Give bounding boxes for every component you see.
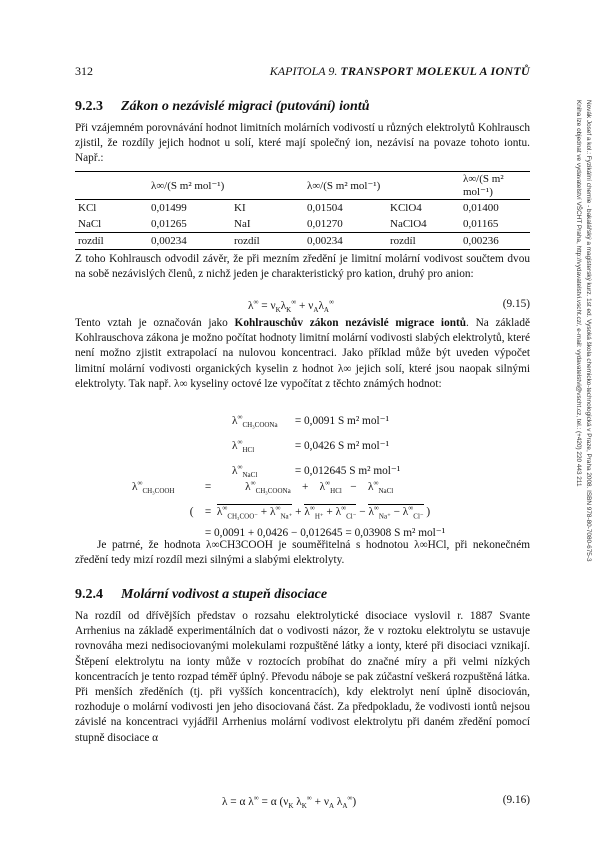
side-copyright-note bbox=[563, 100, 593, 700]
table-cell: 0,01270 bbox=[307, 218, 343, 230]
side-note-line1: Novák Josef a kol.: Fyzikální chemie - bakalářský a magisterský kurz. 1st ed. Vysoká škola chemicko-technologická v Praze, Praha 2008. ISBN 978-80-7080-675-3 bbox=[585, 100, 592, 562]
equation-9-16: λ = α λ∞ = α ($\nu_K$ $\lambda_K^\infty + \nu_A$ $\lambda_A^\infty$) bbox=[222, 794, 357, 811]
table-cell: 0,01504 bbox=[307, 202, 343, 214]
table-cell: KI bbox=[234, 202, 246, 214]
chapter-heading bbox=[270, 64, 530, 79]
side-note-line2: Kniha lze objednat ve vydavatelství VŠCHT Praha, http://vydavatelstvi.vscht.cz/, e-mail: vydavatelstvi@vscht.cz, tel.: (+420) 220 443 211 bbox=[575, 100, 582, 487]
paragraph-kohlrausch: Z toho Kohlrausch odvodil závěr, že při mezním zředění je limitní molární vodivost součtem dvou na sobě nezávislých členů, z nichž jeden je charakteristický pro kation, druhý pro anion: bbox=[75, 253, 530, 281]
known-values bbox=[232, 409, 400, 484]
calc-line-1: $\lambda^\infty_{CH_3COOH}$ = $\lambda^\infty_{CH_3COONa}$ + $\lambda^\infty_{HCl}$ − $\lambda^\infty_{NaCl}$ bbox=[132, 479, 394, 496]
value: 0,0091 bbox=[304, 414, 336, 427]
calc-line-2: ( = $\lambda^\infty_{CH_3COO^-} + \lambda^\infty_{Na^+} + \lambda^\infty_{H^+} + \lambda^\infty_{Cl^-} - \lambda^\infty_{Na^+} - \lambda^\infty_{Cl^-}$ ) bbox=[189, 504, 431, 521]
section-title: Molární vodivost a stupeň disociace bbox=[121, 587, 328, 602]
table-cell: 0,00234 bbox=[304, 233, 387, 250]
table-cell: 0,01165 bbox=[463, 218, 499, 230]
chapter-label: KAPITOLA 9. bbox=[269, 64, 338, 78]
value: 0,012645 bbox=[304, 464, 347, 477]
section-title: Zákon o nezávislé migraci (putování) iontů bbox=[121, 99, 370, 114]
paragraph-conclusion: Je patrné, že hodnota λ∞CH3COOH je souměřitelná s hodnotou λ∞HCl, při nekonečném zředění tedy mizí rozdíl mezi silnými a slabými elektrolyty. bbox=[75, 539, 530, 567]
table-cell: 0,01400 bbox=[463, 202, 499, 214]
table-cell: 0,00234 bbox=[148, 233, 231, 250]
section-number: 9.2.3 bbox=[75, 99, 103, 114]
conductivity-table bbox=[75, 171, 530, 250]
table-cell: 0,01499 bbox=[151, 202, 187, 214]
chapter-title: TRANSPORT MOLEKUL A IONTŮ bbox=[340, 64, 530, 78]
table-header-3: λ∞/(S m² mol⁻¹) bbox=[460, 172, 530, 200]
calc-result: = 0,0091 + 0,0426 − 0,012645 = 0,03908 bbox=[204, 527, 392, 540]
unit: S m² mol⁻¹ bbox=[337, 414, 389, 427]
table-header-1: λ∞/(S m² mol⁻¹) bbox=[148, 172, 231, 200]
table-cell: rozdíl bbox=[231, 233, 304, 250]
law-name: Kohlrauschův zákon nezávislé migrace iontů bbox=[234, 317, 467, 329]
unit: S m² mol⁻¹ bbox=[394, 527, 446, 540]
table-row bbox=[75, 200, 530, 217]
unit: S m² mol⁻¹ bbox=[349, 464, 401, 477]
known-value-row: $\lambda^\infty_{NaCl} = 0,012645$ S m² mol⁻¹ bbox=[232, 463, 401, 480]
table-cell: KCl bbox=[78, 202, 97, 214]
table-cell: rozdíl bbox=[75, 233, 148, 250]
equation-9-15: $\lambda^\infty = \nu_K\lambda_K^\infty + \nu_A\lambda_A^\infty$ bbox=[248, 298, 334, 315]
running-head bbox=[75, 64, 530, 80]
table-row bbox=[75, 216, 530, 233]
equation-number-9-15: (9.15) bbox=[502, 298, 530, 310]
acetic-acid-calculation bbox=[132, 475, 445, 542]
table-header-row bbox=[75, 172, 530, 200]
known-value-row: $\lambda^\infty_{HCl} = 0,0426$ S m² mol⁻¹ bbox=[232, 438, 389, 455]
table-header-2: λ∞/(S m² mol⁻¹) bbox=[304, 172, 387, 200]
paragraph-intro: Při vzájemném porovnávání hodnot limitních molárních vodivostí u různých elektrolytů Kohlrausch zjistil, že rozdíly jejich hodnot u solí, které mají společný ion, nezávisí na povaze tohoto iontu. Např.: bbox=[75, 122, 530, 165]
known-value-row: $\lambda^\infty_{CH_3COONa} = 0,0091$ S m² mol⁻¹ bbox=[232, 413, 389, 430]
value: 0,0426 bbox=[304, 439, 336, 452]
table-cell: rozdíl bbox=[387, 233, 460, 250]
unit: S m² mol⁻¹ bbox=[337, 439, 389, 452]
table-cell: NaClO4 bbox=[390, 218, 427, 230]
table-cell: KClO4 bbox=[390, 202, 422, 214]
table-cell: NaI bbox=[234, 218, 251, 230]
section-number: 9.2.4 bbox=[75, 587, 103, 602]
text-run: . Na základě Kohlrauschova zákona je možno počítat hodnoty limitní molární vodivosti slabých elektrolytů, které není možno zjistit extrapolací na nulovou koncentraci. Jako příklad může být uveden výpočet limitní molární vodivosti organických kyselin z hodnot λ∞ jejich solí, které jsou naopak silnými elektrolyty. Tak např. λ∞ kyseliny octové lze vypočítat z těchto známých hodnot: bbox=[75, 317, 530, 390]
paragraph-arrhenius: Na rozdíl od dřívějších představ o rozsahu elektrolytické disociace vyslovil r. 1887 Svante Arrhenius na základě experimentálních dat o vodivosti názor, že v roztoku elektrolytu se ustavuje rovnováha mezi nedisociovanými molekulami rozpuštěné látky a ionty, které při disociaci vznikají. Štěpení elektrolytu na ionty může v roztocích probíhat do značné míry a při velmi nízkých koncentracích je tento rozpad téměř úplný. Převodu náboje se pak zúčastní veškerá rozpuštěná látka. Při menších zředěních (tj. při vyšších koncentracích), kdy elektrolyt není úplně disociován, rozhoduje o molární vodivosti jen jeho disociovaná část. Za předpokladu, že vodivosti iontů nejsou závislé na koncentraci vyjádřil Arrhenius molární vodivost elektrolytu při daném zředění pomocí stupně disociace α bbox=[75, 610, 530, 744]
text-run: Tento vztah je označován jako bbox=[75, 317, 235, 329]
table-cell: 0,00236 bbox=[460, 233, 530, 250]
page-number: 312 bbox=[75, 64, 93, 78]
table-row bbox=[75, 233, 530, 250]
table-cell: 0,01265 bbox=[151, 218, 187, 230]
equation-number-9-16: (9.16) bbox=[502, 794, 530, 806]
table-cell: NaCl bbox=[78, 218, 102, 230]
paragraph-law bbox=[75, 316, 530, 392]
